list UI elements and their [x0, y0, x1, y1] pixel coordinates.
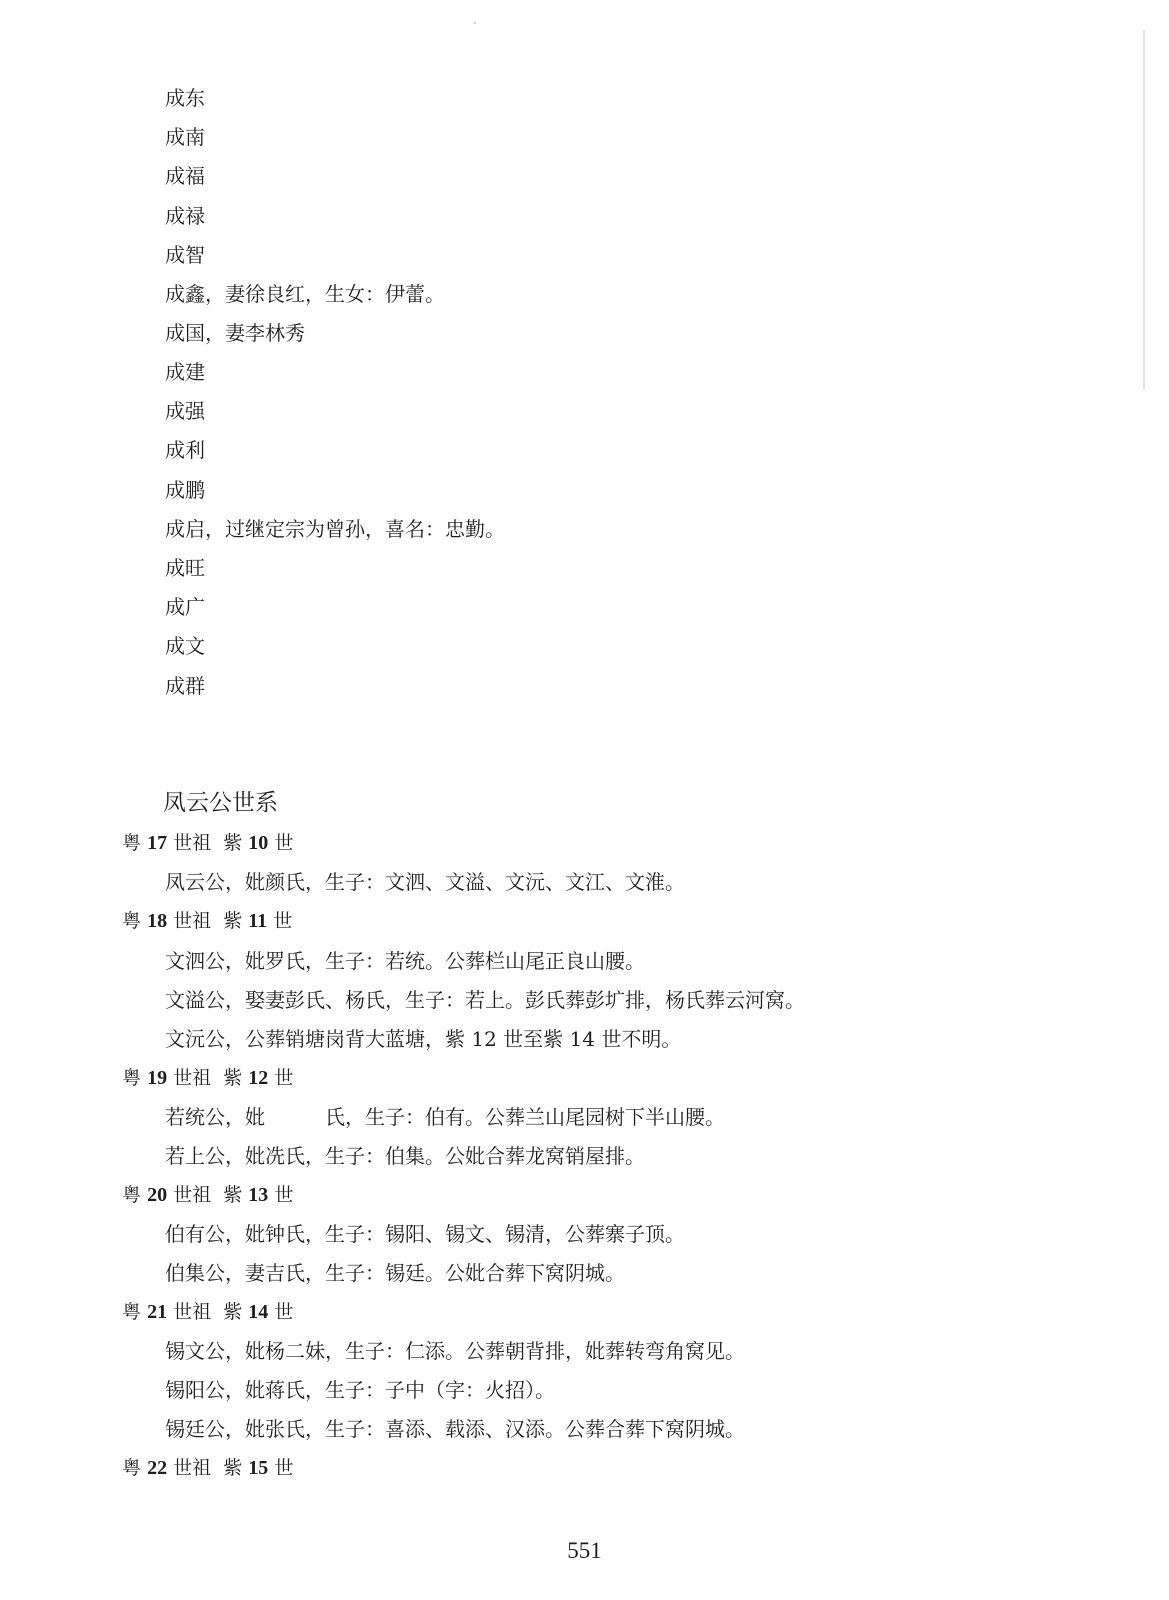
name-entry: 成旺	[165, 556, 205, 580]
lineage-entry: 文泗公，妣罗氏，生子：若统。公葬栏山尾正良山腰。	[165, 949, 645, 973]
scan-edge	[1143, 30, 1145, 390]
generation-heading: 粤 22 世祖 紫 15 世	[122, 1457, 294, 1479]
name-entry: 成国，妻李林秀	[165, 321, 305, 345]
name-entry: 成启，过继定宗为曾孙，喜名：忠勤。	[165, 517, 505, 541]
generation-heading: 粤 21 世祖 紫 14 世	[122, 1301, 294, 1323]
generation-heading: 粤 17 世祖 紫 10 世	[122, 832, 294, 854]
lineage-entry: 凤云公，妣颜氏，生子：文泗、文溢、文沅、文江、文淮。	[165, 870, 685, 894]
page-number: 551	[567, 1538, 602, 1563]
lineage-entry: 若统公，妣 氏，生子：伯有。公葬兰山尾园树下半山腰。	[165, 1105, 725, 1129]
name-entry: 成东	[165, 86, 205, 110]
name-entry: 成禄	[165, 204, 205, 228]
lineage-entry: 若上公，妣冼氏，生子：伯集。公妣合葬龙窝销屋排。	[165, 1144, 645, 1168]
lineage-entry: 文溢公，娶妻彭氏、杨氏，生子：若上。彭氏葬彭圹排，杨氏葬云河窝。	[165, 988, 805, 1012]
lineage-entry: 锡阳公，妣蒋氏，生子：子中（字：火招）。	[165, 1378, 555, 1402]
name-entry: 成广	[165, 595, 205, 619]
name-entry: 成群	[165, 674, 205, 698]
name-entry: 成南	[165, 125, 205, 149]
name-entry: 成智	[165, 243, 205, 267]
lineage-entry: 文沅公，公葬销塘岗背大蓝塘，紫 12 世至紫 14 世不明。	[165, 1027, 682, 1051]
name-entry: 成鹏	[165, 478, 205, 502]
lineage-entry: 锡文公，妣杨二妹，生子：仁添。公葬朝背排，妣葬转弯角窝见。	[165, 1339, 745, 1363]
lineage-entry: 伯集公，妻吉氏，生子：锡廷。公妣合葬下窝阴城。	[165, 1261, 625, 1285]
name-entry: 成鑫，妻徐良红，生女：伊蕾。	[165, 282, 445, 306]
name-entry: 成利	[165, 438, 205, 462]
section-title: 凤云公世系	[163, 790, 278, 816]
name-entry: 成建	[165, 360, 205, 384]
name-entry: 成文	[165, 634, 205, 658]
lineage-entry: 伯有公，妣钟氏，生子：锡阳、锡文、锡清，公葬寨子顶。	[165, 1222, 685, 1246]
name-entry: 成强	[165, 399, 205, 423]
generation-heading: 粤 18 世祖 紫 11 世	[122, 910, 293, 932]
name-entry: 成福	[165, 164, 205, 188]
lineage-entry: 锡廷公，妣张氏，生子：喜添、载添、汉添。公葬合葬下窝阴城。	[165, 1417, 745, 1441]
scan-speck	[474, 22, 476, 24]
generation-heading: 粤 19 世祖 紫 12 世	[122, 1067, 294, 1089]
generation-heading: 粤 20 世祖 紫 13 世	[122, 1184, 294, 1206]
